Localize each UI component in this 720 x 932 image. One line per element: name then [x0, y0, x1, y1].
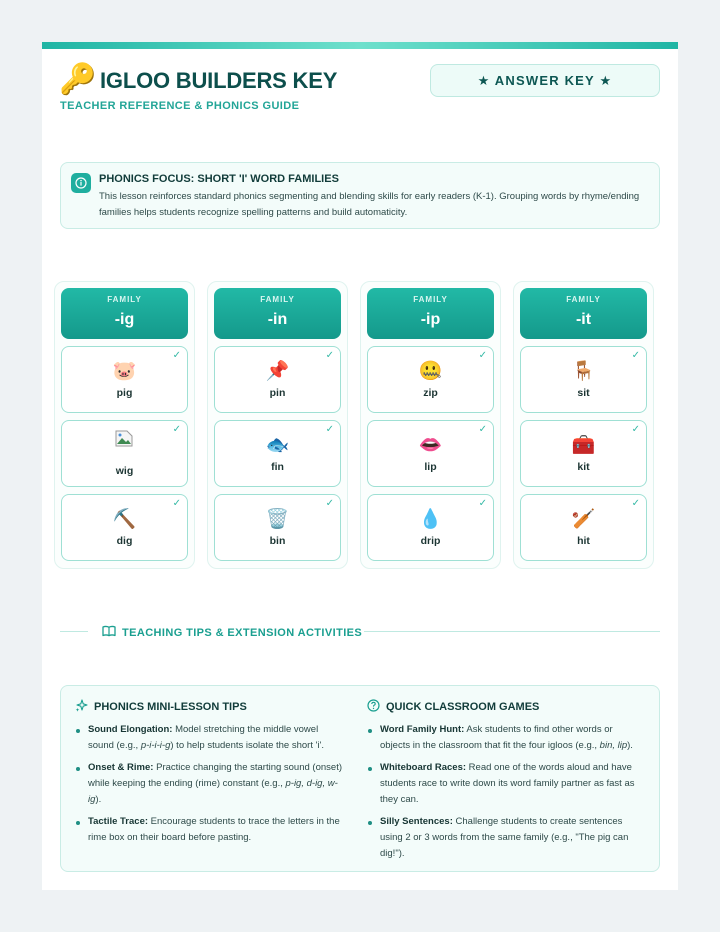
tip-item	[367, 760, 637, 808]
mini-lesson-list	[75, 722, 345, 846]
word-label: hit	[577, 535, 590, 547]
divider-right	[364, 631, 660, 632]
word-picture-icon: 🐟	[265, 435, 290, 456]
checkmark-icon: ✓	[478, 498, 487, 509]
page-subtitle: TEACHER REFERENCE & PHONICS GUIDE	[60, 100, 300, 112]
family-ending: -it	[575, 311, 592, 328]
word-label: drip	[420, 535, 441, 547]
word-label: pig	[116, 387, 133, 399]
word-card	[520, 494, 647, 561]
word-label: bin	[269, 535, 286, 547]
family-header	[61, 288, 188, 339]
worksheet-page	[42, 42, 678, 890]
word-label: pin	[269, 387, 286, 399]
broken-image-icon	[115, 430, 133, 447]
word-card	[367, 346, 494, 413]
family-header	[367, 288, 494, 339]
family-ending: -ip	[420, 311, 441, 328]
answer-key-badge: ★ ANSWER KEY ★	[430, 64, 660, 97]
tip-lead: Word Family Hunt:	[380, 724, 465, 735]
games-list	[367, 722, 637, 862]
checkmark-icon: ✓	[478, 424, 487, 435]
tip-lead: Silly Sentences:	[380, 816, 453, 827]
word-card	[367, 420, 494, 487]
word-picture-icon: 🤐	[418, 361, 443, 382]
checkmark-icon: ✓	[631, 350, 640, 361]
checkmark-icon: ✓	[325, 424, 334, 435]
mini-lesson-heading	[75, 700, 345, 714]
word-picture-icon: 🐷	[112, 361, 137, 382]
word-picture-icon: 🗑️	[265, 509, 290, 530]
word-label: sit	[577, 387, 590, 399]
focus-title: PHONICS FOCUS: SHORT 'I' WORD FAMILIES	[99, 173, 339, 185]
checkmark-icon: ✓	[172, 350, 181, 361]
tip-item	[75, 814, 345, 846]
page-title: IGLOO BUILDERS KEY	[100, 68, 338, 93]
divider-left	[60, 631, 88, 632]
word-card	[367, 494, 494, 561]
family-ending: -in	[267, 311, 288, 328]
games-title: QUICK CLASSROOM GAMES	[386, 701, 540, 713]
word-picture-icon: 🧰	[571, 435, 596, 456]
checkmark-icon: ✓	[325, 498, 334, 509]
checkmark-icon: ✓	[172, 424, 181, 435]
games-column	[367, 700, 637, 868]
tip-lead: Sound Elongation:	[88, 724, 173, 735]
tip-lead: Onset & Rime:	[88, 762, 154, 773]
tip-text: Model stretching the middle vowel sound (e.g., p-i-i-i-g) to help students isolate the short 'i'.	[88, 724, 324, 751]
family-label: FAMILY	[260, 295, 295, 304]
sparkle-icon	[75, 699, 88, 715]
word-label: fin	[271, 461, 284, 473]
key-icon: 🔑	[59, 63, 97, 96]
word-card	[520, 346, 647, 413]
checkmark-icon: ✓	[325, 350, 334, 361]
word-card	[61, 346, 188, 413]
word-picture-icon: 📌	[265, 361, 290, 382]
word-label: zip	[423, 387, 438, 399]
word-label: lip	[424, 461, 437, 473]
word-picture-icon: ⛏️	[112, 509, 137, 530]
tips-section-heading	[100, 625, 364, 640]
word-card	[520, 420, 647, 487]
question-circle-icon	[367, 699, 380, 715]
tip-lead: Tactile Trace:	[88, 816, 149, 827]
word-card	[61, 494, 188, 561]
family-header	[520, 288, 647, 339]
word-card	[214, 420, 341, 487]
checkmark-icon: ✓	[478, 350, 487, 361]
mini-lesson-column	[75, 700, 345, 852]
info-icon	[71, 173, 91, 193]
word-label: kit	[577, 461, 590, 473]
phonics-focus-box	[60, 162, 660, 229]
word-label: wig	[115, 465, 134, 477]
tip-text: Read one of the words aloud and have students race to write down its word family partner as fast as they can.	[380, 762, 635, 805]
family-label: FAMILY	[413, 295, 448, 304]
tips-box	[60, 685, 660, 872]
top-accent-bar	[42, 42, 678, 49]
tip-lead: Whiteboard Races:	[380, 762, 467, 773]
tip-item	[75, 722, 345, 754]
word-label: dig	[116, 535, 133, 547]
word-picture-icon: 🏏	[571, 509, 596, 530]
word-card	[61, 420, 188, 487]
word-card	[214, 346, 341, 413]
checkmark-icon: ✓	[631, 424, 640, 435]
family-label: FAMILY	[107, 295, 142, 304]
tip-text: Practice changing the starting sound (onset) while keeping the ending (rime) constant (e.g., p-ig, d-ig, w-ig).	[88, 762, 342, 805]
tip-text: Challenge students to create sentences using 2 or 3 words from the same family (e.g., "The pig can dig!").	[380, 816, 629, 859]
word-card	[214, 494, 341, 561]
tip-text: Encourage students to trace the letters in the rime box on their board before pasting.	[88, 816, 340, 843]
tip-item	[367, 722, 637, 754]
tip-item	[75, 760, 345, 808]
checkmark-icon: ✓	[172, 498, 181, 509]
word-picture-icon: 💧	[418, 509, 443, 530]
family-ending: -ig	[114, 311, 135, 328]
games-heading	[367, 700, 637, 714]
focus-description: This lesson reinforces standard phonics segmenting and blending skills for early readers (K-1). Grouping words by rhyme/ending families helps students recognize spelling patterns and build automaticity.	[99, 191, 640, 218]
tip-text: Ask students to find other words or objects in the classroom that fit the four igloos (e.g., bin, lip).	[380, 724, 633, 751]
word-picture-icon: 👄	[418, 435, 443, 456]
family-header	[214, 288, 341, 339]
tips-section-title: TEACHING TIPS & EXTENSION ACTIVITIES	[122, 626, 363, 639]
checkmark-icon: ✓	[631, 498, 640, 509]
word-picture-icon: 🪑	[571, 361, 596, 382]
tip-item	[367, 814, 637, 862]
book-icon	[102, 625, 116, 640]
family-label: FAMILY	[566, 295, 601, 304]
mini-lesson-title: PHONICS MINI-LESSON TIPS	[94, 701, 247, 713]
